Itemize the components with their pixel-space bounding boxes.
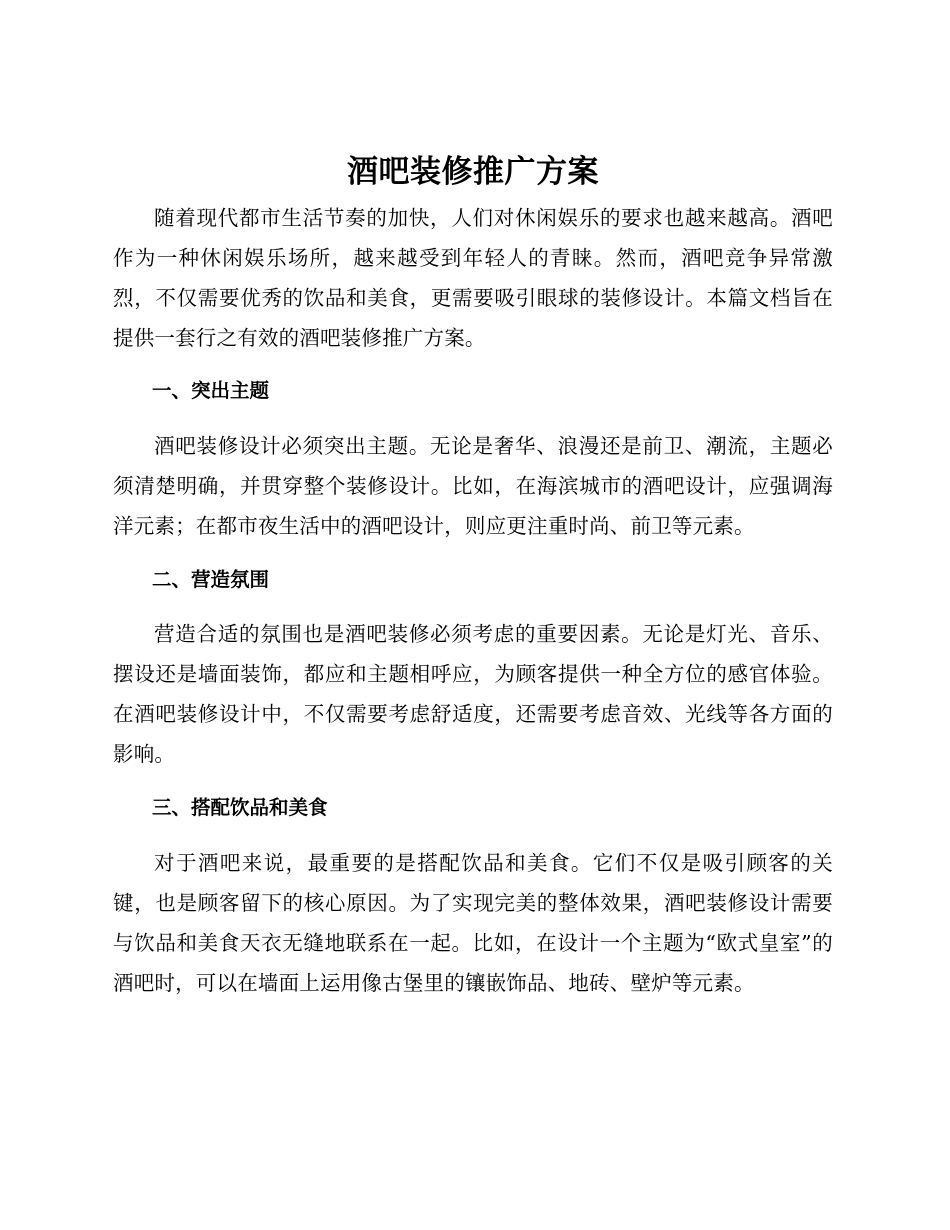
section-heading-create-atmosphere: 二、营造氛围 [152, 568, 270, 591]
section-paragraph-highlight-theme: 酒吧装修设计必须突出主题。无论是奢华、浪漫还是前卫、潮流，主题必须清楚明确，并贯穿整个装修设计。比如，在海滨城市的酒吧设计，应强调海洋元素；在都市夜生活中的酒吧设计，则应更注重时尚、前卫等元素。 [113, 434, 833, 538]
intro-paragraph: 随着现代都市生活节奏的加快，人们对休闲娱乐的要求也越来越高。酒吧作为一种休闲娱乐场所，越来越受到年轻人的青睐。然而，酒吧竞争异常激烈，不仅需要优秀的饮品和美食，更需要吸引眼球的装修设计。本篇文档旨在提供一套行之有效的酒吧装修推广方案。 [113, 206, 833, 350]
section-paragraph-create-atmosphere: 营造合适的氛围也是酒吧装修必须考虑的重要因素。无论是灯光、音乐、摆设还是墙面装饰，都应和主题相呼应，为顾客提供一种全方位的感官体验。在酒吧装修设计中，不仅需要考虑舒适度，还需要考虑音效、光线等各方面的影响。 [113, 622, 833, 766]
section-heading-drinks-and-food: 三、搭配饮品和美食 [152, 796, 328, 819]
section-heading-highlight-theme: 一、突出主题 [152, 379, 270, 402]
document-body [113, 150, 833, 1003]
section-paragraph-drinks-and-food: 对于酒吧来说，最重要的是搭配饮品和美食。它们不仅是吸引顾客的关键，也是顾客留下的核心原因。为了实现完美的整体效果，酒吧装修设计需要与饮品和美食天衣无缝地联系在一起。比如，在设计一个主题为“欧式皇室”的酒吧时，可以在墙面上运用像古堡里的镶嵌饰品、地砖、壁炉等元素。 [113, 851, 833, 995]
document-title: 酒吧装修推广方案 [347, 154, 599, 190]
